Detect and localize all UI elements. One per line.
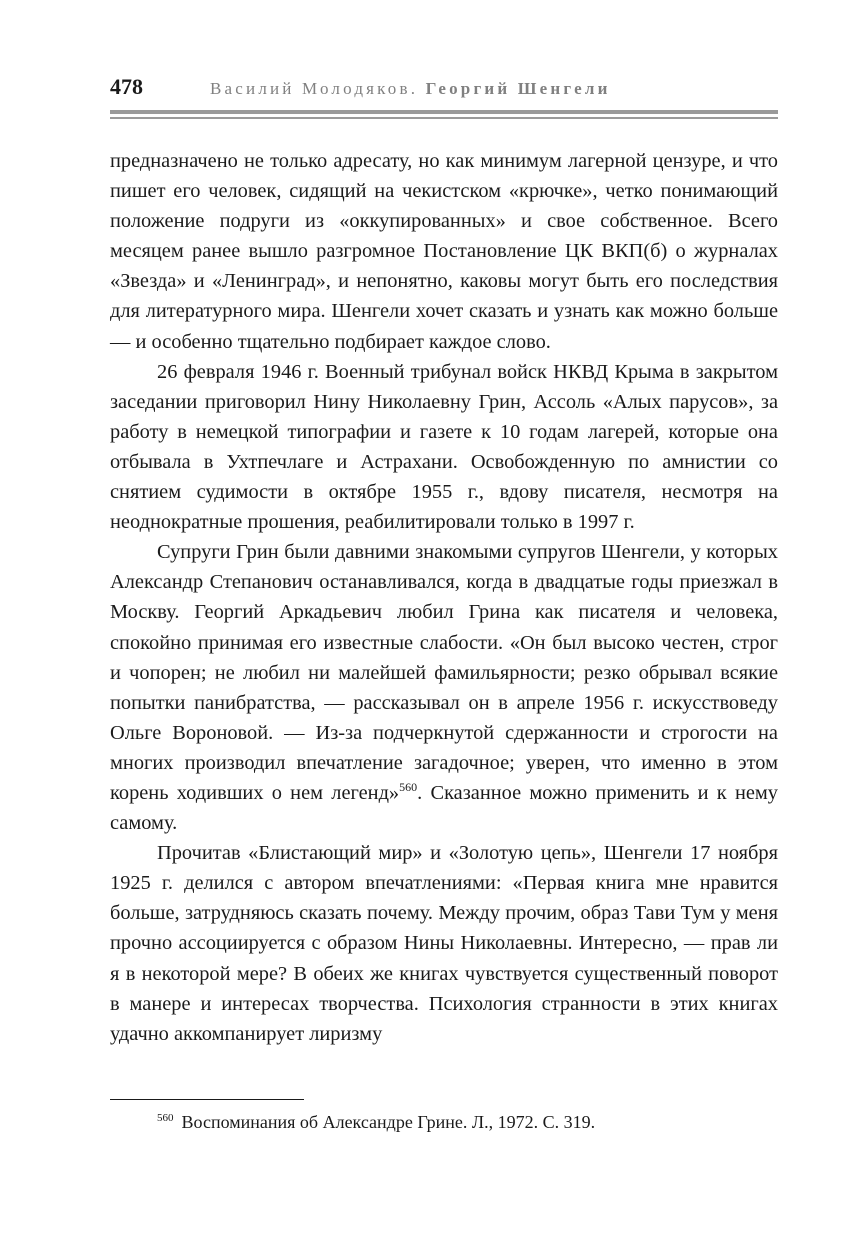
footnote xyxy=(157,1105,595,1135)
body-text xyxy=(110,146,778,1049)
footnote-text: Воспоминания об Александре Грине. Л., 1972. С. 319. xyxy=(181,1112,596,1132)
running-title-author: Василий Молодяков. xyxy=(210,79,419,98)
paragraph: предназначено не только адресату, но как минимум лагерной цензуре, и что пишет его человек, сидящий на чекистском «крючке», четко понимающий положение подруги из «оккупированных» и свое собственное. Всего месяцем ранее вышло разгромное Постановление ЦК ВКП(б) о журналах «Звезда» и «Ленинград», и непонятно, каковы могут быть его последствия для литературного мира. Шенгели хочет сказать и узнать как можно больше — и особенно тщательно подбирает каждое слово. xyxy=(110,150,778,353)
running-title-book: Георгий Шенгели xyxy=(425,79,611,98)
footnote-reference[interactable]: 560 xyxy=(399,780,418,795)
page-number: 478 xyxy=(110,74,143,99)
running-title xyxy=(210,79,611,99)
paragraph-tail: . Сказанное можно применить и к нему самому. xyxy=(110,781,779,835)
paragraph: 26 февраля 1946 г. Военный трибунал войск НКВД Крыма в закрытом заседании приговорил Нину Николаевну Грин, Ассоль «Алых парусов», за работу в немецкой типографии и газете к 10 годам лагерей, которые она отбывала в Ухтпечлаге и Астрахани. Освобожденную по амнистии со снятием судимости в октябре 1955 г., вдову писателя, несмотря на неоднократные прошения, реабилитировали только в 1997 г. xyxy=(110,360,778,534)
header-rule-thin xyxy=(110,117,778,119)
footnote-number: 560 xyxy=(157,1112,174,1124)
header-rule-thick xyxy=(110,110,778,114)
running-head xyxy=(110,74,778,106)
paragraph-text: Супруги Грин были давними знакомыми супругов Шенгели, у которых Александр Степанович останавливался, когда в двадцатые годы приезжал в Москву. Георгий Аркадьевич любил Грина как писателя и человека, спокойно принимая его известные слабости. «Он был высоко честен, строг и чопорен; не любил ни малейшей фамильярности; резко обрывал всякие попытки панибратства, — рассказывал он в апреле 1956 г. искусствоведу Ольге Вороновой. — Из-за подчеркнутой сдержанности и строгости на многих производил впечатление загадочное; уверен, что именно в этом корень ходивших о нем легенд» xyxy=(110,541,778,804)
footnote-rule xyxy=(110,1099,304,1100)
paragraph xyxy=(110,537,778,838)
paragraph: Прочитав «Блистающий мир» и «Золотую цепь», Шенгели 17 ноября 1925 г. делился с автором впечатлениями: «Первая книга мне нравится больше, затрудняюсь сказать почему. Между прочим, образ Тави Тум у меня прочно ассоциируется с образом Нины Николаевны. Интересно, — прав ли я в некоторой мере? В обеих же книгах чувствуется существенный поворот в манере и интересах творчества. Психология странности в этих книгах удачно аккомпанирует лиризму xyxy=(110,842,778,1045)
